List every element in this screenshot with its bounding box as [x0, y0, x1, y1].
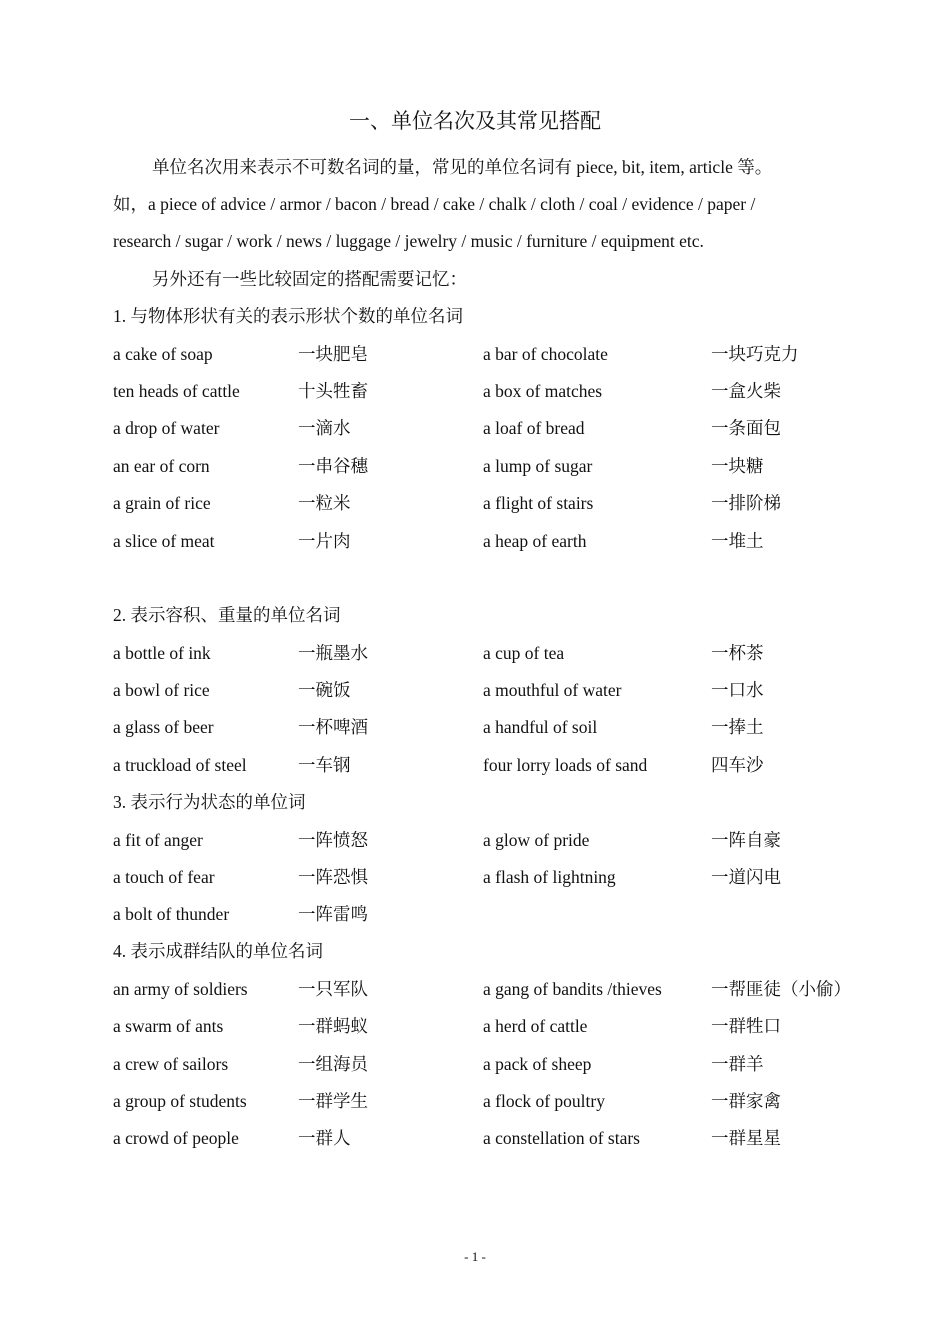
chinese-meaning: 一口水	[711, 680, 764, 700]
english-phrase: ten heads of cattle	[113, 381, 240, 401]
section-heading: 4. 表示成群结队的单位名词	[113, 941, 323, 961]
chinese-meaning: 一群家禽	[711, 1091, 781, 1111]
chinese-meaning: 一条面包	[711, 418, 781, 438]
chinese-meaning: 一阵雷鸣	[298, 904, 368, 924]
english-phrase: a handful of soil	[483, 717, 598, 737]
chinese-meaning: 一盒火柴	[711, 381, 781, 401]
chinese-meaning: 四车沙	[711, 755, 764, 775]
english-phrase: a bolt of thunder	[113, 904, 230, 924]
english-phrase: an ear of corn	[113, 456, 210, 476]
chinese-meaning: 一片肉	[298, 531, 351, 551]
chinese-meaning: 一群星星	[711, 1128, 781, 1148]
chinese-meaning: 一阵恐惧	[298, 867, 368, 887]
chinese-meaning: 一滴水	[298, 418, 351, 438]
page-number: - 1 -	[464, 1249, 486, 1264]
chinese-meaning: 十头牲畜	[298, 381, 368, 401]
chinese-meaning: 一群羊	[711, 1054, 764, 1074]
english-phrase: a loaf of bread	[483, 418, 585, 438]
section-heading: 1. 与物体形状有关的表示形状个数的单位名词	[113, 306, 463, 326]
english-phrase: an army of soldiers	[113, 979, 248, 999]
english-phrase: a flight of stairs	[483, 493, 594, 513]
chinese-meaning: 一群学生	[298, 1091, 368, 1111]
chinese-meaning: 一串谷穗	[298, 456, 368, 476]
intro-line-3: research / sugar / work / news / luggage / jewelry / music / furniture / equipment etc.	[113, 231, 704, 251]
chinese-meaning: 一阵愤怒	[298, 830, 368, 850]
chinese-meaning: 一排阶梯	[711, 493, 781, 513]
english-phrase: a flock of poultry	[483, 1091, 605, 1111]
chinese-meaning: 一杯啤酒	[298, 717, 368, 737]
english-phrase: a group of students	[113, 1091, 247, 1111]
english-phrase: a glass of beer	[113, 717, 214, 737]
english-phrase: a box of matches	[483, 381, 603, 401]
english-phrase: a drop of water	[113, 418, 220, 438]
english-phrase: a grain of rice	[113, 493, 211, 513]
intro-line-1: 单位名次用来表示不可数名词的量，常见的单位名词有 piece, bit, item, article 等。	[152, 157, 773, 177]
chinese-meaning: 一只军队	[298, 979, 368, 999]
chinese-meaning: 一车钢	[298, 755, 351, 775]
chinese-meaning: 一块糖	[711, 456, 764, 476]
english-phrase: a cake of soap	[113, 344, 213, 364]
english-phrase: a glow of pride	[483, 830, 590, 850]
english-phrase: a flash of lightning	[483, 867, 616, 887]
chinese-meaning: 一堆土	[711, 531, 764, 551]
english-phrase: a bowl of rice	[113, 680, 210, 700]
english-phrase: a lump of sugar	[483, 456, 593, 476]
english-phrase: a crowd of people	[113, 1128, 239, 1148]
intro-line-2: 如，a piece of advice / armor / bacon / bread / cake / chalk / cloth / coal / evidence / paper /	[113, 194, 756, 214]
english-phrase: a mouthful of water	[483, 680, 622, 700]
english-phrase: a crew of sailors	[113, 1054, 229, 1074]
english-phrase: a gang of bandits /thieves	[483, 979, 662, 999]
english-phrase: a herd of cattle	[483, 1016, 588, 1036]
chinese-meaning: 一群蚂蚁	[298, 1016, 368, 1036]
english-phrase: a pack of sheep	[483, 1054, 592, 1074]
page-title: 一、单位名次及其常见搭配	[349, 109, 601, 133]
chinese-meaning: 一帮匪徒（小偷）	[711, 979, 851, 999]
english-phrase: a bottle of ink	[113, 643, 211, 663]
chinese-meaning: 一杯茶	[711, 643, 764, 663]
chinese-meaning: 一组海员	[298, 1054, 368, 1074]
section-heading: 2. 表示容积、重量的单位名词	[113, 605, 341, 625]
english-phrase: a constellation of stars	[483, 1128, 640, 1148]
english-phrase: a heap of earth	[483, 531, 587, 551]
english-phrase: a fit of anger	[113, 830, 203, 850]
chinese-meaning: 一道闪电	[711, 867, 781, 887]
english-phrase: a slice of meat	[113, 531, 215, 551]
chinese-meaning: 一碗饭	[298, 680, 351, 700]
english-phrase: a touch of fear	[113, 867, 215, 887]
english-phrase: a bar of chocolate	[483, 344, 608, 364]
chinese-meaning: 一群牲口	[711, 1016, 781, 1036]
chinese-meaning: 一捧土	[711, 717, 764, 737]
english-phrase: four lorry loads of sand	[483, 755, 648, 775]
chinese-meaning: 一块巧克力	[711, 344, 799, 364]
section-heading: 3. 表示行为状态的单位词	[113, 792, 306, 812]
chinese-meaning: 一瓶墨水	[298, 643, 368, 663]
english-phrase: a cup of tea	[483, 643, 565, 663]
chinese-meaning: 一阵自豪	[711, 830, 781, 850]
chinese-meaning: 一块肥皂	[298, 344, 368, 364]
intro-line-4: 另外还有一些比较固定的搭配需要记忆：	[152, 269, 467, 289]
english-phrase: a swarm of ants	[113, 1016, 224, 1036]
english-phrase: a truckload of steel	[113, 755, 247, 775]
chinese-meaning: 一群人	[298, 1128, 351, 1148]
chinese-meaning: 一粒米	[298, 493, 351, 513]
